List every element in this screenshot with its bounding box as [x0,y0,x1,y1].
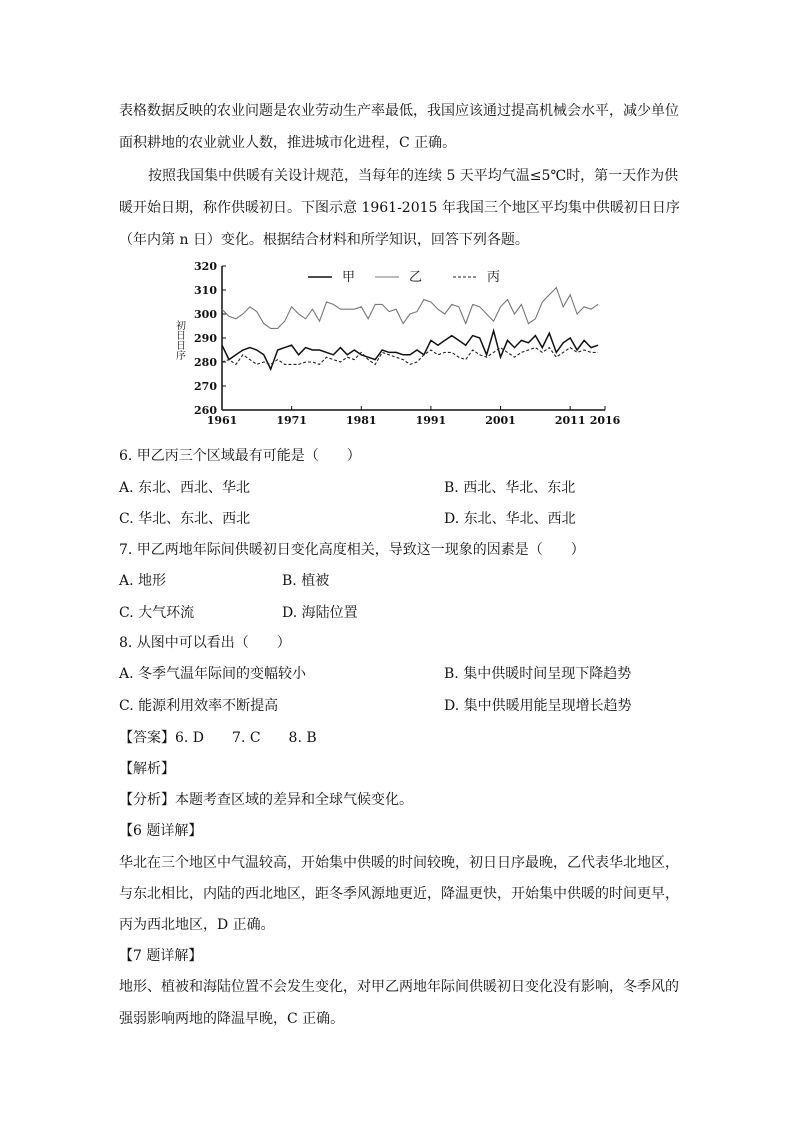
x-tick-label: 1991 [415,414,447,427]
question-7-explanation-line: 地形、植被和海陆位置不会发生变化，对甲乙两地年际间供暖初日变化没有影响，冬季风的 [119,979,679,995]
question-7-option-d: D. 海陆位置 [282,605,358,621]
question-7-option-c: C. 大气环流 [119,605,195,621]
y-tick-label: 280 [194,356,217,369]
chart-legend [308,270,500,285]
x-tick-label: 2011 [554,414,586,427]
answer-paragraph-line: 表格数据反映的农业问题是农业劳动生产率最低，我国应该通过提高机械会水平，减少单位 [119,103,679,119]
question-6-option-c: C. 华北、东北、西北 [119,511,251,527]
material-paragraph-line: 暖开始日期，称作供暖初日。下图示意 1961-2015 年我国三个地区平均集中供暖初日日序 [119,200,680,216]
legend-label-2: 乙 [409,270,423,285]
x-tick-label: 1961 [206,414,238,427]
chart-series [222,288,598,370]
answer-key: 【答案】6. D 7. C 8. B [119,730,317,746]
legend-label-1: 甲 [342,270,356,285]
legend-label-3: 丙 [487,270,501,285]
x-tick-label: 1971 [276,414,307,427]
question-6-stem: 6. 甲乙丙三个区域最有可能是（ ） [119,448,361,464]
x-tick-label: 2001 [485,414,516,427]
question-7-stem: 7. 甲乙两地年际间供暖初日变化高度相关，导致这一现象的因素是（ ） [119,542,585,558]
question-7-option-a: A. 地形 [119,573,167,589]
x-tick-label: 2016 [589,414,621,427]
question-6-explanation-line: 与东北相比，内陆的西北地区，距冬季风源地更近，降温更快，开始集中供暖的时间更早， [119,886,679,902]
question-8-option-d: D. 集中供暖用能呈现增长趋势 [444,698,632,714]
material-paragraph-line: 按照我国集中供暖有关设计规范，当每年的连续 5 天平均气温≤5℃时，第一天作为供 [148,168,679,184]
heating-start-chart [165,254,635,432]
answer-paragraph-line: 面积耕地的农业就业人数，推进城市化进程，C 正确。 [119,135,457,151]
material-paragraph-line: （年内第 n 日）变化。根据结合材料和所学知识，回答下列各题。 [119,232,529,248]
x-tick-label: 1981 [345,414,377,427]
chart-axes [174,266,606,410]
y-axis-label: 初日日序 [173,320,185,360]
chart-ticks [194,260,621,427]
question-6-explanation-line: 华北在三个地区中气温较高，开始集中供暖的时间较晚，初日日序最晚，乙代表华北地区， [119,855,679,871]
question-7-explanation-line: 强弱影响两地的降温早晚，C 正确。 [119,1011,345,1027]
question-6-option-b: B. 西北、华北、东北 [444,480,576,496]
question-6-explanation-line: 丙为西北地区，D 正确。 [119,917,275,933]
y-tick-label: 310 [194,284,217,297]
series-line-1 [222,331,598,369]
question-6-option-a: A. 东北、西北、华北 [119,480,251,496]
question-8-option-a: A. 冬季气温年际间的变幅较小 [119,666,307,682]
y-tick-label: 260 [194,404,217,417]
y-tick-label: 290 [194,332,217,345]
question-7-explanation-heading: 【7 题详解】 [119,948,203,964]
analysis-summary: 【分析】本题考查区域的差异和全球气候变化。 [119,792,413,808]
question-6-option-d: D. 东北、华北、西北 [444,511,576,527]
question-8-option-c: C. 能源利用效率不断提高 [119,698,279,714]
question-8-option-b: B. 集中供暖时间呈现下降趋势 [444,666,632,682]
question-8-stem: 8. 从图中可以看出（ ） [119,635,291,651]
analysis-heading: 【解析】 [119,761,175,777]
y-tick-label: 300 [194,308,217,321]
question-7-option-b: B. 植被 [282,573,330,589]
series-line-2 [222,288,598,329]
y-tick-label: 270 [194,380,217,393]
y-tick-label: 320 [194,260,217,273]
question-6-explanation-heading: 【6 题详解】 [119,823,203,839]
